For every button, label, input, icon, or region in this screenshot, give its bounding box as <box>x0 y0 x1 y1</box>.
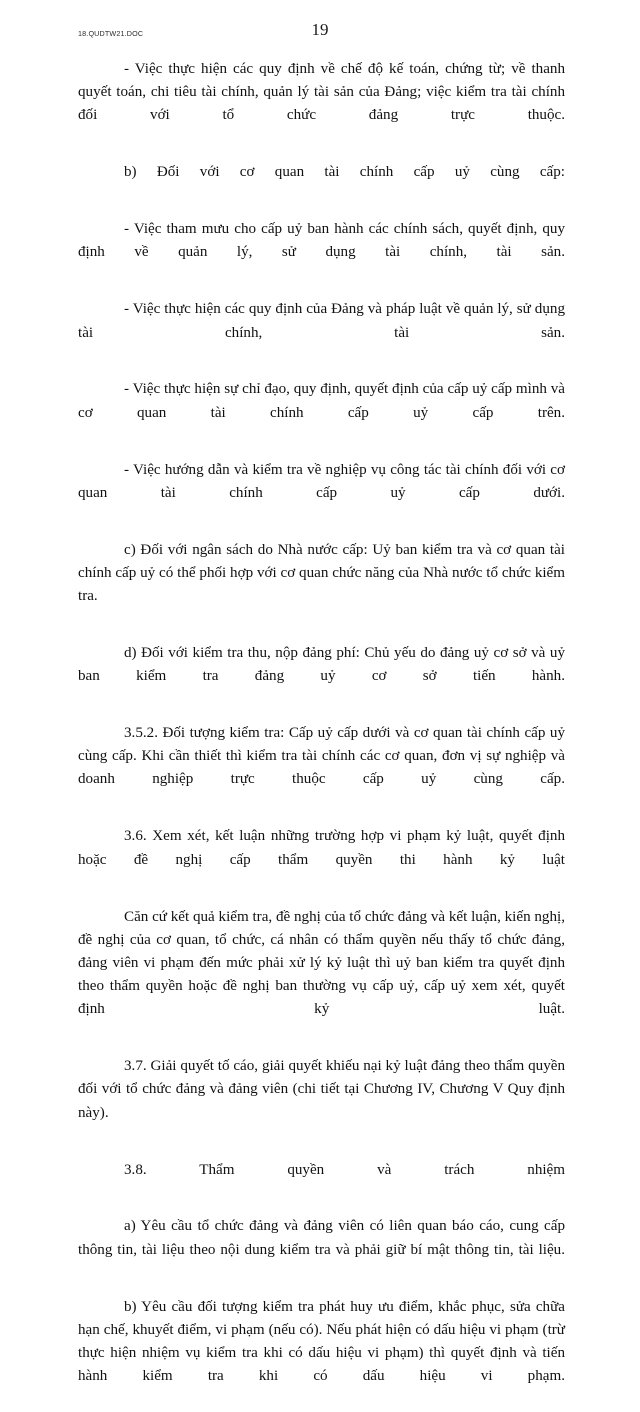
paragraph: 3.8. Thẩm quyền và trách nhiệm <box>124 1161 565 1178</box>
paragraph: a) Yêu cầu tổ chức đảng và đảng viên có liên quan báo cáo, cung cấp thông tin, tài liệu theo nội dung kiểm tra và phải giữ bí mật thông tin, tài liệu. <box>78 1218 565 1258</box>
paragraph: d) Đối với kiểm tra thu, nộp đảng phí: Chủ yếu do đảng uỷ cơ sở và uỷ ban kiểm tra đảng uỷ cơ sở tiến hành. <box>78 644 565 685</box>
document-code-label: 18.QUDTW21.DOC <box>78 29 144 38</box>
paragraph: 3.6. Xem xét, kết luận những trường hợp vi phạm kỷ luật, quyết định hoặc đề nghị cấp thẩm quyền thi hành kỷ luật <box>78 828 565 868</box>
paragraph: Căn cứ kết quả kiểm tra, đề nghị của tổ chức đảng và kết luận, kiến nghị, đề nghị của cơ quan, tổ chức, cá nhân có thẩm quyền nếu thấy tổ chức đảng, đảng viên vi phạm đến mức phải xử lý kỷ luật thì uỷ ban kiểm tra quyết định theo thẩm quyền hoặc đề nghị ban thường vụ cấp uỷ, cấp uỷ xem xét, quyết định kỷ luật. <box>78 908 565 1018</box>
paragraph: - Việc thực hiện các quy định về chế độ kế toán, chứng từ; về thanh quyết toán, chi tiêu tài chính, quản lý tài sản của Đảng; việc kiểm tra tài chính đối với tổ chức đảng trực thuộc. <box>78 61 565 124</box>
paragraph: c) Đối với ngân sách do Nhà nước cấp: Uỷ ban kiểm tra và cơ quan tài chính cấp uỷ có thể phối hợp với cơ quan chức năng của Nhà nước tổ chức kiểm tra. <box>78 541 565 605</box>
document-body <box>78 58 565 1412</box>
paragraph: - Việc hướng dẫn và kiểm tra về nghiệp vụ công tác tài chính đối với cơ quan tài chính cấp uỷ cấp dưới. <box>78 461 565 501</box>
paragraph: - Việc thực hiện các quy định của Đảng và pháp luật về quản lý, sử dụng tài chính, tài sản. <box>78 301 565 341</box>
paragraph: 3.7. Giải quyết tố cáo, giải quyết khiếu nại kỷ luật đảng theo thẩm quyền đối với tổ chức đảng và đảng viên (chi tiết tại Chương IV, Chương V Quy định này). <box>78 1058 565 1121</box>
paragraph: - Việc tham mưu cho cấp uỷ ban hành các chính sách, quyết định, quy định về quản lý, sử dụng tài chính, tài sản. <box>78 221 565 261</box>
paragraph: b) Đối với cơ quan tài chính cấp uỷ cùng cấp: <box>124 164 565 181</box>
paragraph: 3.5.2. Đối tượng kiểm tra: Cấp uỷ cấp dưới và cơ quan tài chính cấp uỷ cùng cấp. Khi cần thiết thì kiểm tra tài chính các cơ quan, đơn vị sự nghiệp và doanh nghiệp trực thuộc cấp uỷ cùng cấp. <box>78 725 565 788</box>
paragraph: b) Yêu cầu đối tượng kiểm tra phát huy ưu điểm, khắc phục, sửa chữa hạn chế, khuyết điểm, vi phạm (nếu có). Nếu phát hiện có dấu hiệu vi phạm (trừ thực hiện nhiệm vụ kiểm tra khi có dấu hiệu vi phạm) thì quyết định và tiến hành kiểm tra khi có dấu hiệu vi phạm. <box>78 1298 565 1385</box>
page-header <box>78 20 562 48</box>
paragraph: - Việc thực hiện sự chỉ đạo, quy định, quyết định của cấp uỷ cấp mình và cơ quan tài chính cấp uỷ cấp trên. <box>78 381 565 421</box>
page-number: 19 <box>311 20 329 39</box>
